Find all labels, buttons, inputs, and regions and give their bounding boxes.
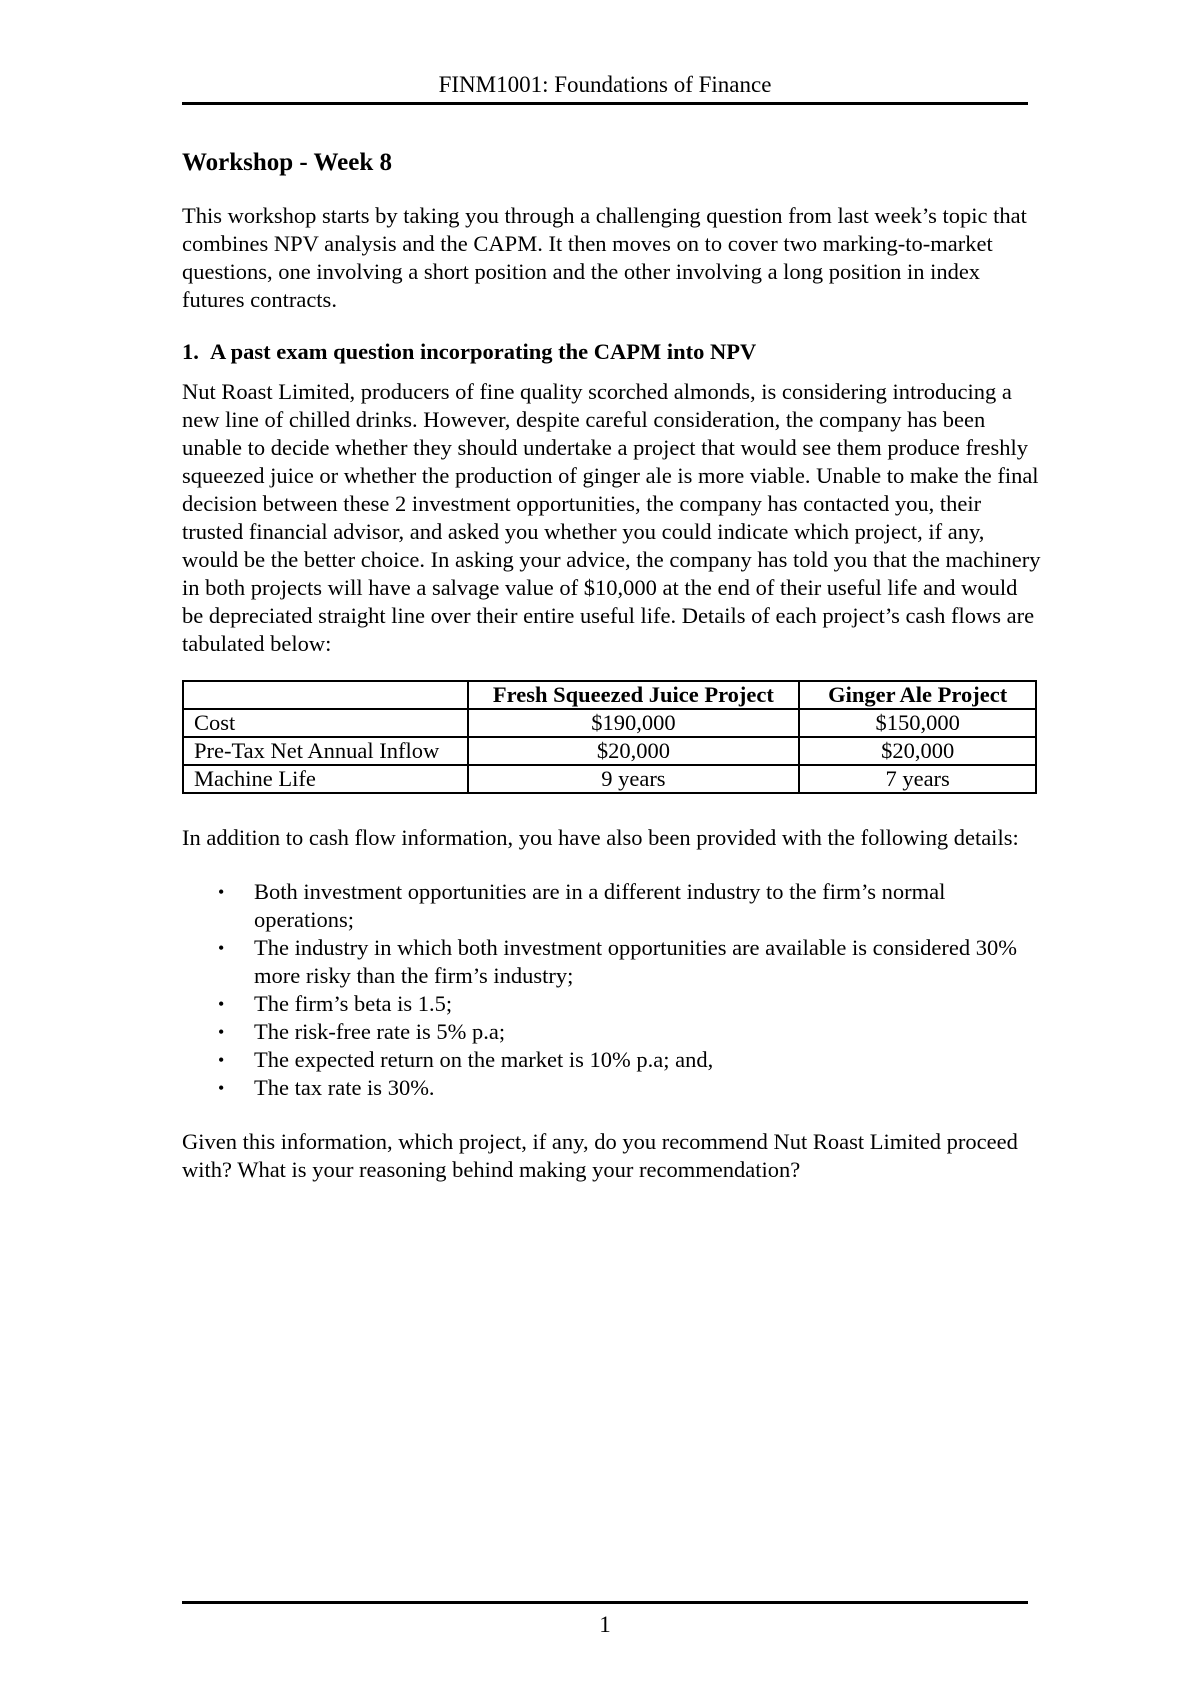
table-row [183, 709, 1036, 737]
table-header-cell: Ginger Ale Project [799, 681, 1036, 709]
section-heading [182, 338, 1042, 366]
juice-value: $190,000 [468, 709, 800, 737]
list-item [182, 1046, 1042, 1074]
section-title: A past exam question incorporating the CAPM into NPV [210, 339, 757, 364]
case-paragraph: Nut Roast Limited, producers of fine quality scorched almonds, is considering introducing a new line of chilled drinks. However, despite careful consideration, the company has been unable to decide whether they should undertake a project that would see them produce freshly squeezed juice or whether the production of ginger ale is more viable. Unable to make the final decision between these 2 investment opportunities, the company has contacted you, their trusted financial advisor, and asked you whether you could indicate which project, if any, would be the better choice. In asking your advice, the company has told you that the machinery in both projects will have a salvage value of $10,000 at the end of their useful life and would be depreciated straight line over their entire useful life. Details of each project’s cash flows are tabulated below: [182, 379, 1041, 656]
bullet-icon: • [218, 938, 225, 958]
page-number: 1 [599, 1612, 611, 1637]
row-label: Machine Life [183, 765, 468, 793]
ginger-value: 7 years [799, 765, 1036, 793]
table-header-cell [183, 681, 468, 709]
footer-rule [182, 1601, 1028, 1604]
document-body [182, 148, 1042, 1184]
list-item [182, 990, 1042, 1018]
table-header-row [183, 681, 1036, 709]
header-rule [182, 102, 1028, 105]
bullet-icon: • [218, 1078, 225, 1098]
list-item-text: The firm’s beta is 1.5; [254, 991, 453, 1016]
question-paragraph: Given this information, which project, if any, do you recommend Nut Roast Limited proceed with? What is your reasoning behind making your recommendation? [182, 1129, 1018, 1182]
table-row [183, 765, 1036, 793]
list-item-text: The tax rate is 30%. [254, 1075, 435, 1100]
row-label: Pre-Tax Net Annual Inflow [183, 737, 468, 765]
list-item-text: Both investment opportunities are in a different industry to the firm’s normal operations; [254, 879, 946, 932]
page-title: Workshop - Week 8 [182, 149, 392, 176]
list-item [182, 934, 1042, 990]
cash-flow-table [182, 680, 1037, 794]
list-item-text: The risk-free rate is 5% p.a; [254, 1019, 506, 1044]
ginger-value: $20,000 [799, 737, 1036, 765]
section-number: 1. [182, 339, 199, 364]
list-item [182, 878, 1042, 934]
bullet-icon: • [218, 882, 225, 902]
list-item [182, 1074, 1042, 1102]
details-list [182, 878, 1042, 1102]
table-header-cell: Fresh Squeezed Juice Project [468, 681, 800, 709]
table-row [183, 737, 1036, 765]
list-item [182, 1018, 1042, 1046]
ginger-value: $150,000 [799, 709, 1036, 737]
juice-value: 9 years [468, 765, 800, 793]
row-label: Cost [183, 709, 468, 737]
list-item-text: The industry in which both investment opportunities are available is considered 30% more risky than the firm’s industry; [254, 935, 1017, 988]
intro-paragraph: This workshop starts by taking you through a challenging question from last week’s topic that combines NPV analysis and the CAPM. It then moves on to cover two marking-to-market questions, one involving a short position and the other involving a long position in index futures contracts. [182, 203, 1027, 312]
bullet-icon: • [218, 1050, 225, 1070]
list-item-text: The expected return on the market is 10% p.a; and, [254, 1047, 714, 1072]
bullet-icon: • [218, 1022, 225, 1042]
bullet-icon: • [218, 994, 225, 1014]
details-intro: In addition to cash flow information, you have also been provided with the following details: [182, 825, 1019, 850]
juice-value: $20,000 [468, 737, 800, 765]
page-header: FINM1001: Foundations of Finance [438, 72, 772, 97]
